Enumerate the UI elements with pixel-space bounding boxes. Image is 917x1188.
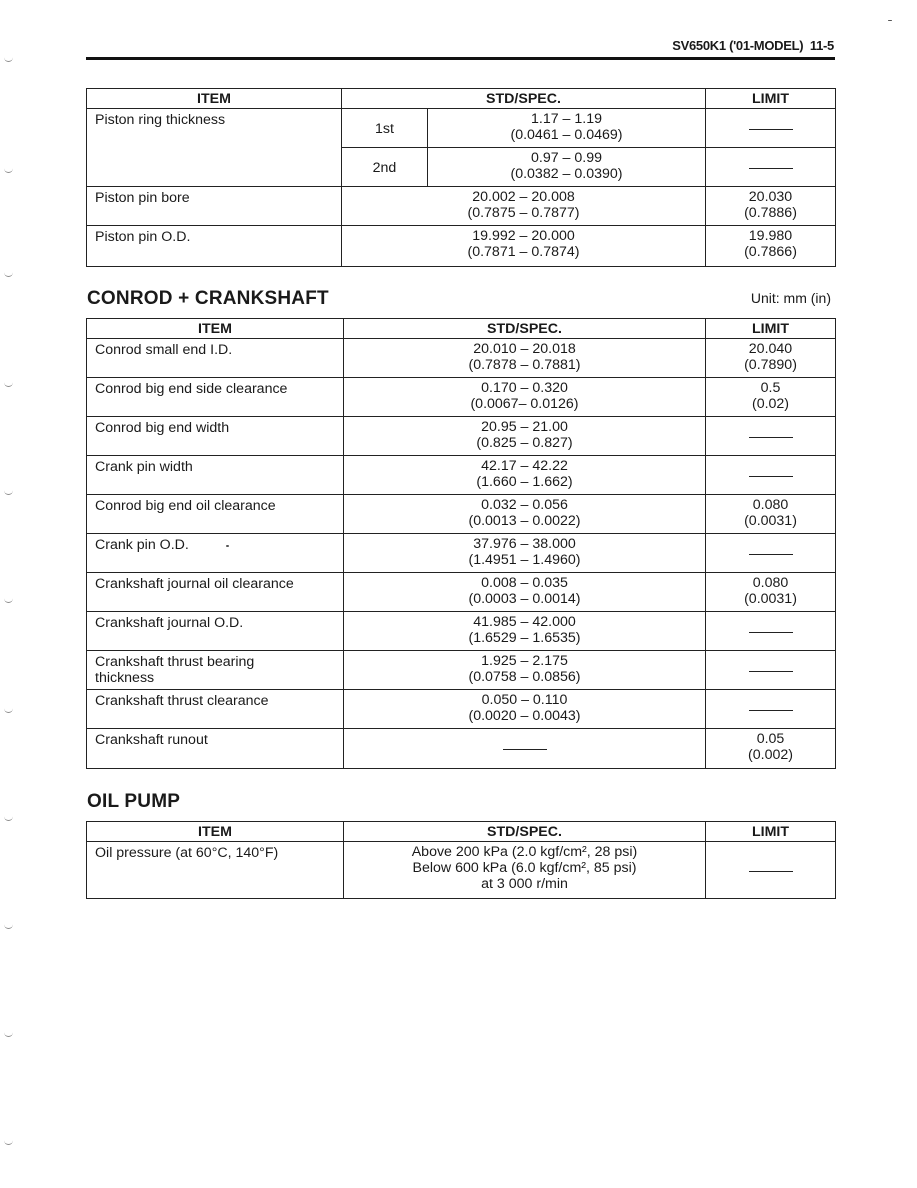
limit-value: 0.05 [756, 731, 785, 747]
spec-value: 42.17 – 42.22 [481, 458, 568, 474]
limit-cell [706, 187, 836, 226]
no-limit-dash [749, 476, 793, 477]
limit-cell [706, 573, 836, 612]
no-limit-dash [749, 168, 793, 169]
table-row [87, 729, 836, 769]
item-cell [87, 534, 344, 573]
item-cell [87, 495, 344, 534]
item-name-line-1: thickness [95, 670, 155, 686]
table-row [87, 378, 836, 417]
spec-cell [344, 339, 706, 378]
spec-cell [344, 842, 706, 899]
spec-cell [344, 495, 706, 534]
no-limit-dash [749, 437, 793, 438]
table-row [87, 339, 836, 378]
page-number: 11-5 [809, 38, 834, 53]
item-name: Conrod big end oil clearance [95, 498, 276, 514]
spec-value-inch: (0.0461 – 0.0469) [510, 127, 623, 143]
table-row [87, 495, 836, 534]
conrod-section-title: CONROD + CRANKSHAFT [87, 288, 329, 309]
no-limit-dash [503, 749, 547, 750]
table-row [87, 534, 836, 573]
spec-value-line-1: (0.0013 – 0.0022) [468, 513, 581, 529]
item-cell [87, 651, 344, 690]
binding-mark [4, 380, 13, 387]
item-cell: Piston pin O.D. [87, 226, 342, 267]
binding-mark [4, 270, 13, 277]
limit-cell [706, 456, 836, 495]
limit-value: 20.040 [748, 341, 793, 357]
spec-value-line-1: (0.0067– 0.0126) [470, 396, 579, 412]
spec-cell [344, 612, 706, 651]
limit-value: 19.980 [748, 228, 793, 244]
spec-cell [344, 690, 706, 729]
limit-cell [706, 148, 836, 187]
spec-value-inch: (0.0382 – 0.0390) [510, 166, 623, 182]
table-row [87, 612, 836, 651]
limit-cell [706, 109, 836, 148]
item-name: Conrod small end I.D. [95, 342, 233, 358]
binding-mark [4, 55, 13, 62]
no-limit-dash [749, 871, 793, 872]
table-row [87, 573, 836, 612]
spec-value: 0.170 – 0.320 [481, 380, 568, 396]
col-limit: LIMIT [706, 89, 836, 109]
spec-cell [342, 226, 706, 267]
spec-value-line-1: (0.825 – 0.827) [476, 435, 573, 451]
spec-value-line-1: (0.0003 – 0.0014) [468, 591, 581, 607]
limit-cell [706, 690, 836, 729]
spec-cell [428, 148, 706, 187]
spec-cell [344, 573, 706, 612]
binding-mark [4, 922, 13, 929]
spec-value: Above 200 kPa (2.0 kgf/cm², 28 psi) [411, 844, 638, 860]
binding-mark [4, 706, 13, 713]
limit-cell [706, 651, 836, 690]
spec-value: 20.002 – 20.008 [472, 189, 575, 205]
limit-cell [706, 378, 836, 417]
item-cell: Piston pin bore [87, 187, 342, 226]
oil-pump-section-title: OIL PUMP [87, 791, 181, 812]
col-spec: STD/SPEC. [344, 822, 706, 842]
spec-value: 20.010 – 20.018 [473, 341, 576, 357]
binding-mark [4, 488, 13, 495]
binding-mark [4, 814, 13, 821]
limit-cell [706, 495, 836, 534]
col-item: ITEM [87, 319, 344, 339]
limit-value-line-1: (0.7890) [744, 357, 797, 373]
limit-value: 20.030 [748, 189, 793, 205]
no-limit-dash [749, 129, 793, 130]
table-header-row [87, 319, 836, 339]
spec-value-line-1: (1.4951 – 1.4960) [468, 552, 581, 568]
table-row [87, 456, 836, 495]
item-name: Crank pin width [95, 459, 193, 475]
table-header-row [87, 89, 836, 109]
oil-pump-spec-table [86, 821, 836, 899]
spec-cell [344, 729, 706, 769]
table-row [87, 226, 836, 267]
table-row [87, 690, 836, 729]
col-item: ITEM [87, 822, 344, 842]
col-spec: STD/SPEC. [342, 89, 706, 109]
conrod-spec-table [86, 318, 836, 769]
no-limit-dash [749, 671, 793, 672]
item-cell [87, 612, 344, 651]
spec-value: 0.008 – 0.035 [481, 575, 568, 591]
table-header-row [87, 822, 836, 842]
item-cell [87, 339, 344, 378]
item-cell [87, 378, 344, 417]
spec-value-line-1: (0.7878 – 0.7881) [468, 357, 581, 373]
unit-label: Unit: mm (in) [750, 290, 831, 306]
scan-speck [226, 545, 229, 547]
spec-value-line-1: (0.0758 – 0.0856) [468, 669, 581, 685]
spec-value: 1.17 – 1.19 [531, 111, 602, 127]
limit-cell [706, 612, 836, 651]
spec-value: 19.992 – 20.000 [472, 228, 575, 244]
spec-value: 20.95 – 21.00 [481, 419, 568, 435]
col-item: ITEM [87, 89, 342, 109]
item-cell [87, 690, 344, 729]
limit-value-line-1: (0.0031) [744, 591, 797, 607]
scan-speck [888, 20, 892, 21]
spec-value-line-1: (1.6529 – 1.6535) [468, 630, 581, 646]
ring-2nd-label: 2nd [342, 148, 428, 187]
spec-cell [344, 651, 706, 690]
spec-cell [344, 417, 706, 456]
item-name: Crankshaft journal oil clearance [95, 576, 294, 592]
item-cell [87, 842, 344, 899]
item-name: Conrod big end width [95, 420, 230, 436]
spec-value-line-2: at 3 000 r/min [481, 876, 568, 892]
spec-value-line-1: Below 600 kPa (6.0 kgf/cm², 85 psi) [412, 860, 637, 876]
binding-mark [4, 596, 13, 603]
item-name: Conrod big end side clearance [95, 381, 288, 397]
table-row [87, 109, 836, 148]
limit-value-line-1: (0.002) [748, 747, 793, 763]
model-label: SV650K1 ('01-MODEL) [672, 38, 804, 53]
item-name: Crank pin O.D. [95, 537, 189, 553]
no-limit-dash [749, 632, 793, 633]
limit-cell [706, 226, 836, 267]
spec-value: 0.032 – 0.056 [481, 497, 568, 513]
header-rule [86, 57, 835, 60]
item-cell: Piston ring thickness [87, 109, 342, 187]
spec-cell [428, 109, 706, 148]
limit-cell [706, 842, 836, 899]
item-name: Crankshaft thrust clearance [95, 693, 269, 709]
spec-value-line-1: (1.660 – 1.662) [476, 474, 573, 490]
item-name: Crankshaft journal O.D. [95, 615, 244, 631]
col-spec: STD/SPEC. [344, 319, 706, 339]
limit-cell [706, 339, 836, 378]
piston-spec-table [86, 88, 836, 267]
limit-value-line-1: (0.0031) [744, 513, 797, 529]
limit-value: 0.5 [760, 380, 781, 396]
limit-value-line-1: (0.02) [751, 396, 790, 412]
spec-cell [342, 187, 706, 226]
table-row [87, 417, 836, 456]
limit-cell [706, 729, 836, 769]
limit-cell [706, 534, 836, 573]
binding-mark [4, 166, 13, 173]
spec-value: 41.985 – 42.000 [473, 614, 576, 630]
no-limit-dash [749, 710, 793, 711]
spec-value-line-1: (0.0020 – 0.0043) [468, 708, 581, 724]
spec-value: 37.976 – 38.000 [473, 536, 576, 552]
item-cell [87, 417, 344, 456]
spec-value: 1.925 – 2.175 [481, 653, 568, 669]
table-row [87, 842, 836, 899]
spec-value: 0.97 – 0.99 [531, 150, 602, 166]
spec-cell [344, 456, 706, 495]
spec-value: 0.050 – 0.110 [481, 692, 568, 708]
limit-value: 0.080 [752, 497, 789, 513]
limit-value: 0.080 [752, 575, 789, 591]
item-name: Crankshaft runout [95, 732, 208, 748]
item-name: Crankshaft thrust bearing [95, 654, 255, 670]
item-name: Oil pressure (at 60°C, 140°F) [95, 845, 279, 861]
col-limit: LIMIT [706, 822, 836, 842]
item-cell [87, 729, 344, 769]
table-row [87, 651, 836, 690]
item-cell [87, 573, 344, 612]
page-header [560, 38, 834, 53]
table-row [87, 187, 836, 226]
binding-mark [4, 1138, 13, 1145]
spec-value-inch: (0.7871 – 0.7874) [467, 244, 580, 260]
spec-value-inch: (0.7875 – 0.7877) [467, 205, 580, 221]
no-limit-dash [749, 554, 793, 555]
item-cell [87, 456, 344, 495]
limit-cell [706, 417, 836, 456]
limit-value-inch: (0.7866) [744, 244, 797, 260]
spec-cell [344, 534, 706, 573]
col-limit: LIMIT [706, 319, 836, 339]
limit-value-inch: (0.7886) [744, 205, 797, 221]
spec-cell [344, 378, 706, 417]
binding-mark [4, 1030, 13, 1037]
ring-1st-label: 1st [342, 109, 428, 148]
